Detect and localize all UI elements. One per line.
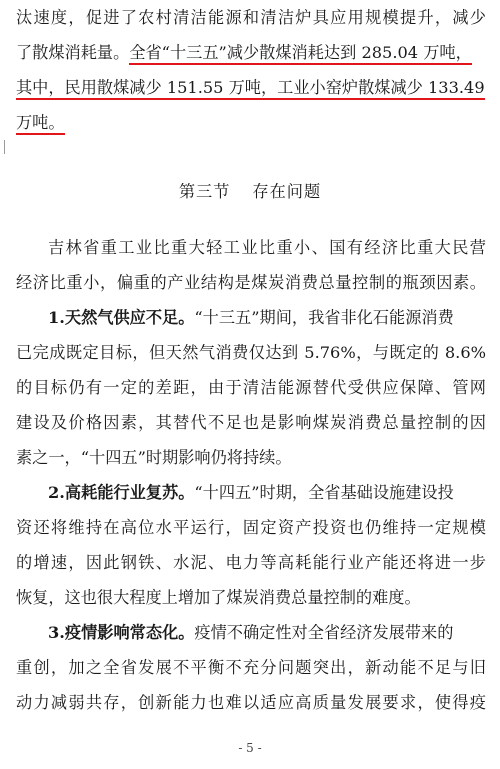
- item-2-line-1: [16, 481, 486, 505]
- item-3-line-2: 重创，加之全省发展不平衡不充分问题突出，新动能不足与旧: [16, 658, 486, 677]
- paragraph-intro-line-2: 经济比重小，偏重的产业结构是煤炭消费总量控制的瓶颈因素。: [16, 273, 486, 292]
- item-3-line-1: [16, 621, 486, 645]
- item-1-line-4: 建设及价格因素，其替代不足也是影响煤炭消费总量控制的因: [16, 413, 486, 432]
- item-1-heading: 1.天然气供应不足。: [48, 308, 195, 327]
- highlighted-text: 全省“十三五”减少散煤消耗达到 285.04 万吨，: [129, 43, 471, 65]
- item-2-text: “十四五”时期，全省基础设施建设投: [194, 483, 454, 502]
- item-1-text: “十三五”期间，我省非化石能源消费: [194, 308, 454, 327]
- item-2-line-4: 恢复，这也很大程度上增加了煤炭消费总量控制的难度。: [16, 588, 421, 607]
- margin-mark: [4, 140, 5, 154]
- section-number: 第三节: [178, 182, 231, 201]
- highlighted-text: 万吨。: [16, 113, 65, 135]
- section-heading: [0, 180, 500, 204]
- section-title: 存在问题: [252, 182, 322, 201]
- item-1-line-2: 已完成既定目标，但天然气消费仅达到 5.76%，与既定的 8.6%: [16, 343, 486, 362]
- item-2-line-2: 资还将维持在高位水平运行，固定资产投资也仍维持一定规模: [16, 518, 486, 537]
- item-1-line-3: 的目标仍有一定的差距，由于清洁能源替代受供应保障、管网: [16, 378, 486, 397]
- text-line-2: [16, 41, 486, 65]
- text-line-4: [16, 111, 486, 135]
- paragraph-intro-line-1: 吉林省重工业比重大轻工业比重小、国有经济比重大民营: [48, 238, 486, 257]
- item-3-text: 疫情不确定性对全省经济发展带来的: [194, 623, 454, 642]
- item-3-line-3: 动力减弱共存，创新能力也难以适应高质量发展要求，使得疫: [16, 693, 486, 712]
- item-3-heading: 3.疫情影响常态化。: [48, 623, 195, 642]
- page-number: - 5 -: [238, 741, 262, 755]
- item-2-line-3: 的增速，因此钢铁、水泥、电力等高耗能行业产能还将进一步: [16, 553, 486, 572]
- item-1-line-5: 素之一，“十四五”时期影响仍将持续。: [16, 448, 292, 467]
- text-line-3: [16, 76, 486, 100]
- text-fragment: 了散煤消耗量。: [16, 43, 130, 62]
- highlighted-text: 其中，民用散煤减少 151.55 万吨，工业小窑炉散煤减少 133.49: [16, 78, 485, 100]
- text-line-1: 汰速度，促进了农村清洁能源和清洁炉具应用规模提升，减少: [16, 8, 486, 27]
- item-1-line-1: [16, 306, 486, 330]
- item-2-heading: 2.高耗能行业复苏。: [48, 483, 195, 502]
